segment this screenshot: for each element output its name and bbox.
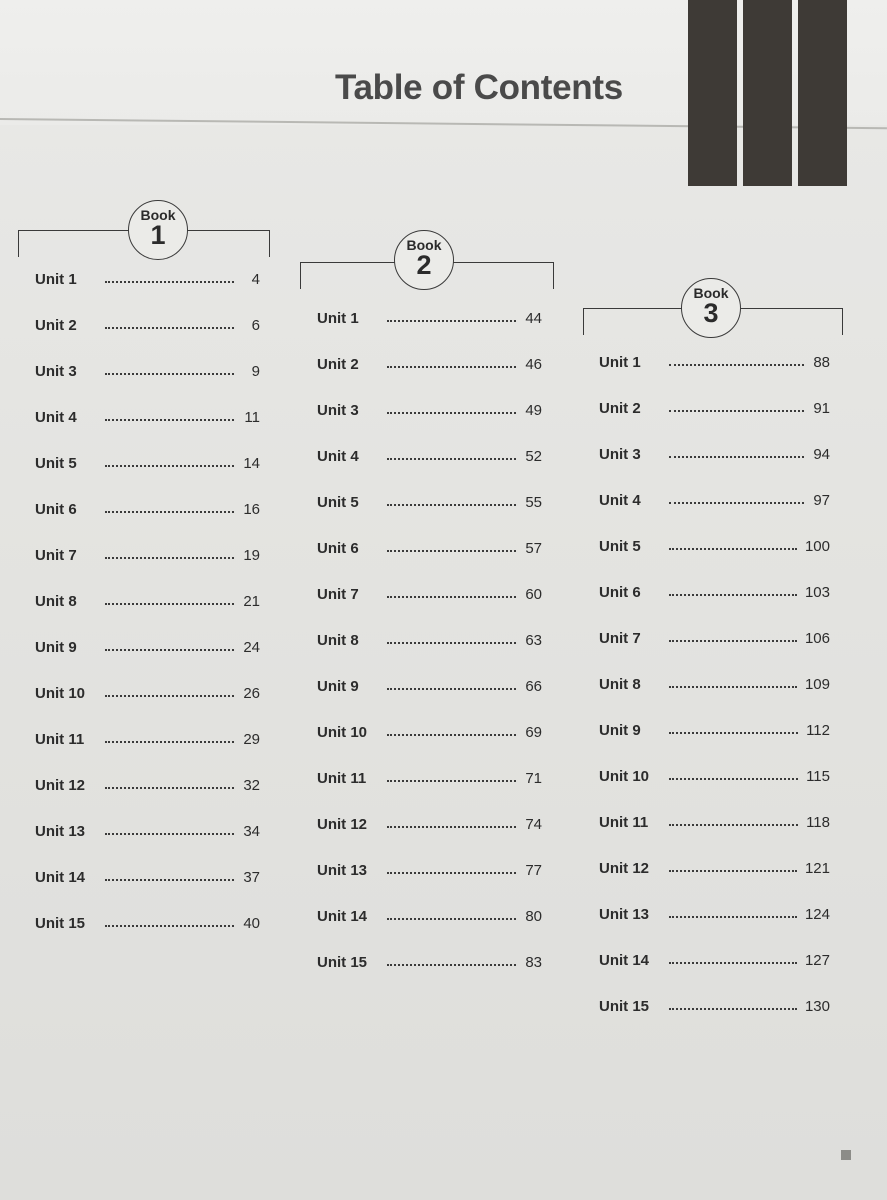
dot-leader [105,649,234,651]
book-3-unit-list [599,339,830,1029]
page-number: 40 [243,914,260,932]
dot-leader [105,833,234,835]
dot-leader [105,465,234,467]
toc-entry[interactable] [317,617,542,663]
dot-leader [105,419,234,421]
toc-entry[interactable] [35,624,260,670]
unit-label: Unit 7 [317,585,359,603]
page-number: 118 [806,813,830,831]
page-corner-mark [841,1150,851,1160]
unit-label: Unit 3 [35,362,77,380]
toc-entry[interactable] [317,801,542,847]
unit-label: Unit 14 [317,907,368,925]
dot-leader [387,504,516,506]
unit-label: Unit 10 [599,767,650,785]
page-number: 112 [806,721,830,739]
page-number: 37 [243,868,260,886]
page-number: 44 [525,309,542,327]
unit-label: Unit 15 [317,953,368,971]
book-2-unit-list [317,295,542,985]
page-number: 16 [243,500,260,518]
toc-entry[interactable] [35,486,260,532]
dot-leader [387,918,516,920]
unit-label: Unit 15 [35,914,86,932]
unit-label: Unit 5 [599,537,641,555]
page-number: 77 [525,861,542,879]
toc-entry[interactable] [599,615,830,661]
unit-label: Unit 12 [35,776,86,794]
toc-entry[interactable] [35,256,260,302]
toc-entry[interactable] [35,348,260,394]
toc-entry[interactable] [35,394,260,440]
toc-entry[interactable] [35,716,260,762]
page-number: 74 [525,815,542,833]
unit-label: Unit 11 [317,769,367,787]
page-number: 19 [243,546,260,564]
dot-leader [387,366,516,368]
dot-leader [105,327,234,329]
dot-leader [387,412,516,414]
dot-leader [669,870,797,872]
unit-label: Unit 14 [599,951,650,969]
dot-leader [105,373,234,375]
book-label: Book [693,285,729,301]
book-badge [394,230,454,290]
book-label: Book [406,237,442,253]
unit-label: Unit 1 [35,270,77,288]
unit-label: Unit 9 [317,677,359,695]
page-number: 115 [806,767,830,785]
dot-leader [105,695,234,697]
toc-entry[interactable] [35,900,260,946]
page-number: 124 [804,905,830,923]
unit-label: Unit 2 [599,399,641,417]
decorative-bar [798,0,847,186]
page-number: 71 [525,769,542,787]
toc-entry[interactable] [599,339,830,385]
toc-entry[interactable] [35,532,260,578]
toc-entry[interactable] [35,440,260,486]
page-number: 121 [804,859,830,877]
dot-leader [669,732,798,734]
unit-label: Unit 9 [599,721,641,739]
toc-entry[interactable] [317,479,542,525]
toc-entry[interactable] [317,295,542,341]
dot-leader [669,778,798,780]
page-number: 29 [243,730,260,748]
dot-leader [669,364,804,366]
unit-label: Unit 5 [35,454,77,472]
toc-entry[interactable] [35,302,260,348]
toc-entry[interactable] [317,939,542,985]
dot-leader [669,962,797,964]
page-number: 24 [243,638,260,656]
dot-leader [669,502,804,504]
page-number: 46 [525,355,542,373]
page-number: 103 [804,583,830,601]
toc-entry[interactable] [35,578,260,624]
unit-label: Unit 4 [35,408,77,426]
dot-leader [387,826,516,828]
book-label: Book [140,207,176,223]
toc-entry[interactable] [599,937,830,983]
page-number: 4 [251,270,260,288]
page-number: 97 [813,491,830,509]
dot-leader [105,787,234,789]
unit-label: Unit 4 [317,447,359,465]
dot-leader [669,824,798,826]
page-number: 60 [525,585,542,603]
unit-label: Unit 9 [35,638,77,656]
book-1-unit-list [35,256,260,946]
page-number: 9 [251,362,260,380]
unit-label: Unit 7 [35,546,77,564]
page-number: 91 [813,399,830,417]
dot-leader [669,456,804,458]
dot-leader [387,320,516,322]
unit-label: Unit 10 [35,684,86,702]
page-number: 32 [243,776,260,794]
toc-entry[interactable] [599,661,830,707]
toc-entry[interactable] [317,709,542,755]
dot-leader [669,1008,797,1010]
book-number: 1 [150,220,166,250]
page-number: 49 [525,401,542,419]
book-badge [681,278,741,338]
dot-leader [387,780,516,782]
dot-leader [387,596,516,598]
toc-entry[interactable] [599,799,830,845]
page-number: 109 [804,675,830,693]
book-badge [128,200,188,260]
toc-entry[interactable] [599,707,830,753]
page-number: 26 [243,684,260,702]
unit-label: Unit 6 [35,500,77,518]
page-number: 6 [251,316,260,334]
toc-entry[interactable] [317,341,542,387]
page-number: 63 [525,631,542,649]
toc-entry[interactable] [317,893,542,939]
page-number: 80 [525,907,542,925]
page-title: Table of Contents [335,68,623,107]
page-number: 57 [525,539,542,557]
unit-label: Unit 5 [317,493,359,511]
page-number: 100 [804,537,830,555]
page-number: 55 [525,493,542,511]
page-number: 130 [804,997,830,1015]
toc-entry[interactable] [599,983,830,1029]
book-number: 3 [703,298,719,328]
book-number: 2 [416,250,432,280]
page-number: 69 [525,723,542,741]
dot-leader [387,688,516,690]
toc-entry[interactable] [317,525,542,571]
dot-leader [105,925,234,927]
toc-entry[interactable] [599,891,830,937]
toc-entry[interactable] [599,523,830,569]
unit-label: Unit 8 [35,592,77,610]
unit-label: Unit 2 [35,316,77,334]
toc-entry[interactable] [35,670,260,716]
unit-label: Unit 8 [317,631,359,649]
unit-label: Unit 13 [599,905,650,923]
page-number: 106 [804,629,830,647]
page-number: 88 [813,353,830,371]
dot-leader [105,879,234,881]
unit-label: Unit 12 [599,859,650,877]
page-number: 66 [525,677,542,695]
unit-label: Unit 13 [35,822,86,840]
toc-entry[interactable] [35,762,260,808]
toc-entry[interactable] [599,753,830,799]
toc-entry[interactable] [599,845,830,891]
unit-label: Unit 8 [599,675,641,693]
decorative-bars [688,0,847,186]
page-number: 52 [525,447,542,465]
toc-entry[interactable] [599,569,830,615]
dot-leader [669,916,797,918]
toc-entry[interactable] [317,755,542,801]
page-number: 127 [804,951,830,969]
unit-label: Unit 11 [35,730,85,748]
page-number: 94 [813,445,830,463]
dot-leader [669,548,797,550]
unit-label: Unit 1 [317,309,359,327]
dot-leader [105,603,234,605]
toc-entry[interactable] [599,385,830,431]
page-number: 14 [243,454,260,472]
unit-label: Unit 3 [599,445,641,463]
dot-leader [387,550,516,552]
unit-label: Unit 3 [317,401,359,419]
dot-leader [105,281,234,283]
unit-label: Unit 6 [317,539,359,557]
dot-leader [669,640,797,642]
unit-label: Unit 4 [599,491,641,509]
toc-entry[interactable] [317,571,542,617]
unit-label: Unit 1 [599,353,641,371]
unit-label: Unit 15 [599,997,650,1015]
dot-leader [387,964,516,966]
toc-entry[interactable] [317,663,542,709]
toc-entry[interactable] [317,847,542,893]
toc-entry[interactable] [317,387,542,433]
toc-entry[interactable] [599,477,830,523]
page-number: 34 [243,822,260,840]
page-number: 21 [243,592,260,610]
unit-label: Unit 12 [317,815,368,833]
toc-entry[interactable] [317,433,542,479]
unit-label: Unit 10 [317,723,368,741]
toc-entry[interactable] [35,808,260,854]
toc-entry[interactable] [599,431,830,477]
dot-leader [105,557,234,559]
dot-leader [387,872,516,874]
dot-leader [669,686,797,688]
decorative-bar [743,0,792,186]
decorative-bar [688,0,737,186]
unit-label: Unit 11 [599,813,649,831]
unit-label: Unit 2 [317,355,359,373]
dot-leader [387,734,516,736]
page-number: 11 [244,408,260,426]
dot-leader [105,741,234,743]
unit-label: Unit 14 [35,868,86,886]
toc-entry[interactable] [35,854,260,900]
dot-leader [669,410,804,412]
unit-label: Unit 6 [599,583,641,601]
dot-leader [105,511,234,513]
unit-label: Unit 13 [317,861,368,879]
dot-leader [387,458,516,460]
unit-label: Unit 7 [599,629,641,647]
dot-leader [669,594,797,596]
page-number: 83 [525,953,542,971]
dot-leader [387,642,516,644]
